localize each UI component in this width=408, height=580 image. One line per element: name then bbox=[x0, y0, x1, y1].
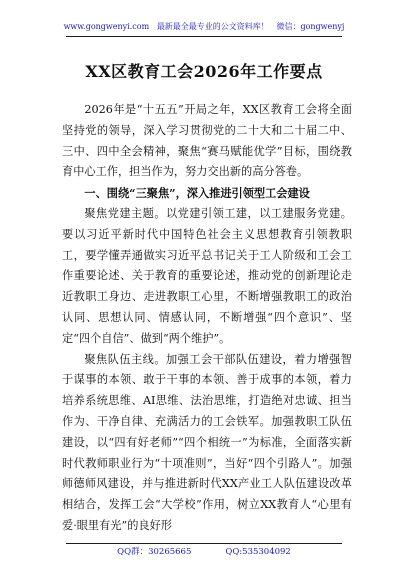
header-site-link[interactable]: www.gongwenyi.com bbox=[63, 22, 150, 31]
footer-qq-group: QQ群：30265665 bbox=[117, 547, 192, 557]
header-slogan: 最新最全最专业的公文资料库！ bbox=[156, 22, 269, 31]
footer-divider bbox=[66, 543, 342, 544]
body-paragraph: 聚焦队伍主线。加强工会干部队伍建设，着力增强智于谋事的本领、敢于干事的本领、善于成事的本领，着力培养系统思维、AI思维、法治思维，打造绝对忠诚、担当作为、干净自律、充满活力的工会铁军。加强教职工队伍建设，以“四有好老师”“四个相统一”为标准，全面落实新时代教师职业行为“十项准则”，当好“四个引路人”。加强师德师风建设，并与推进新时代XX产业工人队伍建设改革相结合，发挥工会“大学校”作用，树立XX教育人“心里有爱·眼里有光”的良好形 bbox=[62, 352, 352, 532]
document-title: XX区教育工会2026年工作要点 bbox=[85, 62, 323, 81]
section-heading: 一、围绕“三聚焦”，深入推进引领型工会建设 bbox=[84, 186, 310, 201]
document-body bbox=[62, 100, 352, 537]
page-footer bbox=[0, 547, 408, 557]
body-paragraph: 聚焦党建主题。以党建引领工建，以工建服务党建。要以习近平新时代中国特色社会主义思想教育引领教职工，要学懂弄通做实习近平总书记关于工人阶级和工会工作重要论述、关于教育的重要论述，推动党的创新理论走近教职工身边、走进教职工心里，不断增强教职工的政治认同、思想认同、情感认同，不断增强“四个意识”、坚定“四个自信”、做到“两个维护”。 bbox=[62, 206, 352, 345]
footer-qq: QQ:535304092 bbox=[225, 547, 291, 557]
intro-paragraph: 2026年是“十五五”开局之年，XX区教育工会将全面坚持党的领导，深入学习贯彻党的二十大和二十届二中、三中、四中全会精神，聚焦“赛马赋能优学”目标，围绕教育中心工作，担当作为，努力交出新的高分答卷。 bbox=[62, 103, 352, 179]
header-divider bbox=[66, 36, 342, 37]
page-header bbox=[0, 22, 408, 32]
header-wechat: 微信：gongwenyj bbox=[276, 22, 345, 31]
